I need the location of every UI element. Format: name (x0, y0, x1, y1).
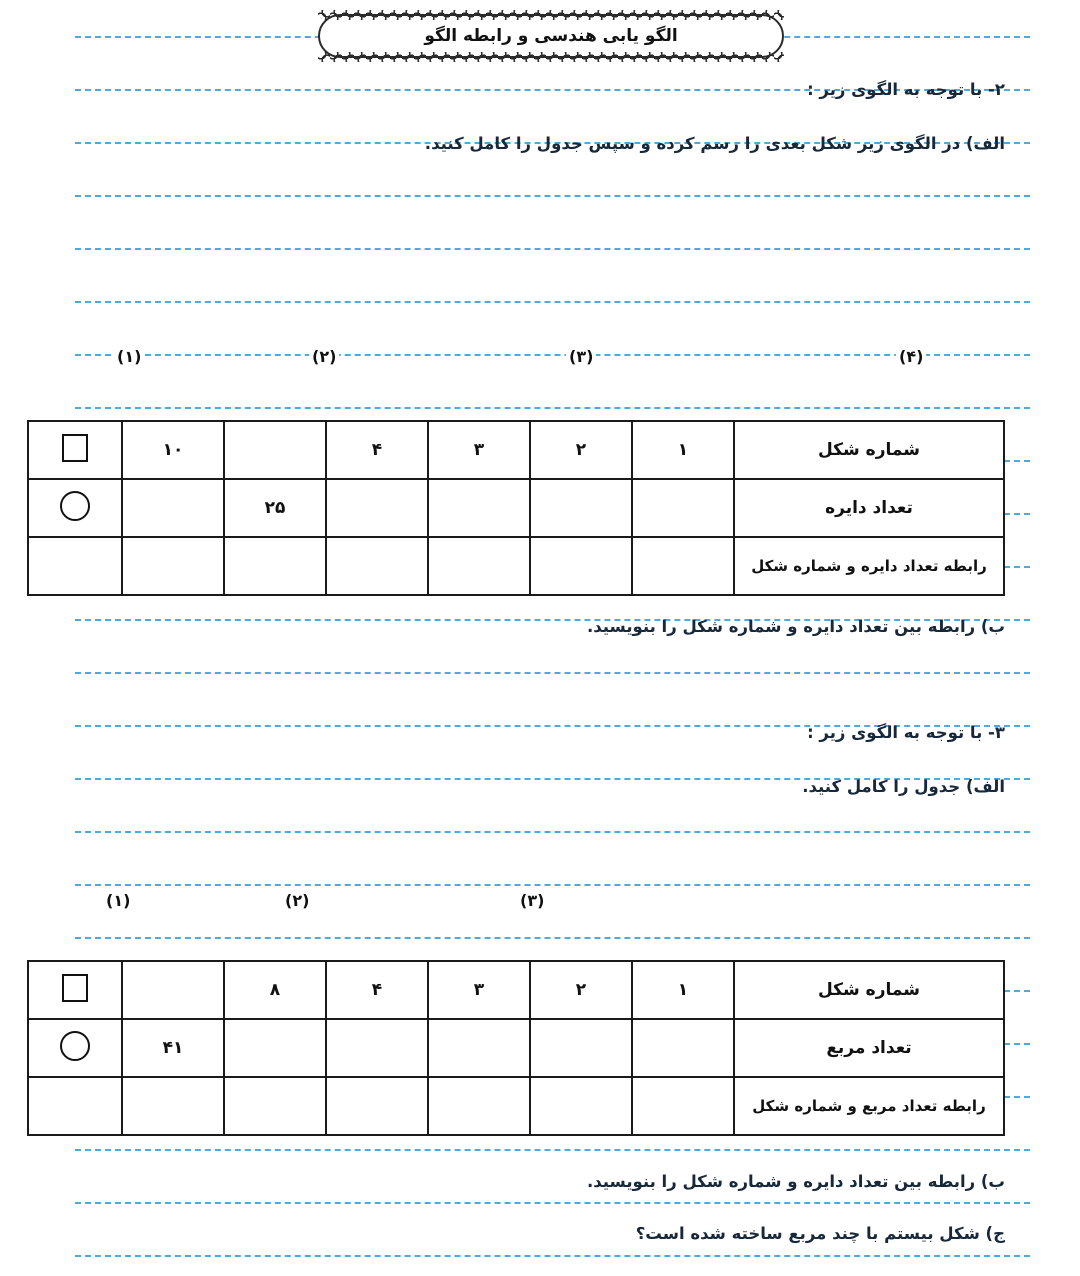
circle-marker-icon (60, 491, 90, 521)
square-table-cell-r3-c1[interactable] (632, 1077, 734, 1135)
ruled-line (75, 195, 1030, 197)
title-banner (318, 14, 784, 58)
ruled-line (75, 937, 1030, 939)
table-row (28, 421, 1004, 479)
square-table-cell-r2-c2[interactable] (530, 1019, 632, 1077)
circle-table-cell-r1-c1[interactable]: ۱ (632, 421, 734, 479)
square-table-row-header: شماره شکل (734, 961, 1004, 1019)
square-table-cell-r1-c6[interactable] (122, 961, 224, 1019)
circle-table-symbol-square-cell[interactable] (28, 421, 122, 479)
circle-table-symbol-circle-cell[interactable] (28, 479, 122, 537)
square-table-cell-r3-c3[interactable] (428, 1077, 530, 1135)
question-3-stem: ۳- با توجه به الگوی زیر : (807, 723, 1005, 742)
square-table-cell-r3-c2[interactable] (530, 1077, 632, 1135)
table-row (28, 1077, 1004, 1135)
ruled-line (75, 1202, 1030, 1204)
circle-table-cell-r2-c2[interactable] (530, 479, 632, 537)
question-2-part-a: الف) در الگوی زیر شکل بعدی را رسم کرده و سپس جدول را کامل کنید. (424, 134, 1005, 153)
circle-table-row-header: شماره شکل (734, 421, 1004, 479)
circle-table-cell-r2-c5[interactable]: ۲۵ (224, 479, 326, 537)
square-table-cell-r2-c3[interactable] (428, 1019, 530, 1077)
circle-table-cell-r1-c3[interactable]: ۳ (428, 421, 530, 479)
table-row (28, 537, 1004, 595)
square-table-cell-r1-c2[interactable]: ۲ (530, 961, 632, 1019)
circle-table-row-header: رابطه تعداد دایره و شماره شکل (734, 537, 1004, 595)
question-2-stem: ۲- با توجه به الگوی زیر : (807, 80, 1005, 99)
circle-table-cell-r2-c6[interactable] (122, 479, 224, 537)
square-pattern-table[interactable] (27, 960, 1005, 1136)
ruled-line (75, 248, 1030, 250)
square-marker-icon (62, 974, 88, 1002)
square-table-cell-r3-c4[interactable] (326, 1077, 428, 1135)
circle-table-cell-r3-c2[interactable] (530, 537, 632, 595)
table-row (28, 479, 1004, 537)
question-2-part-b: ب) رابطه بین تعداد دایره و شماره شکل را بنویسید. (587, 617, 1005, 636)
square-table-cell-r2-c4[interactable] (326, 1019, 428, 1077)
square-table-cell-r1-c3[interactable]: ۳ (428, 961, 530, 1019)
figure-label: (۲) (309, 347, 339, 366)
square-table-symbol-circle-cell[interactable] (28, 1019, 122, 1077)
ruled-line (75, 884, 1030, 886)
ruled-line (75, 672, 1030, 674)
square-table-symbol-blank-cell[interactable] (28, 1077, 122, 1135)
figure-label: (۱) (114, 347, 144, 366)
circle-pattern-table[interactable] (27, 420, 1005, 596)
ruled-line (75, 831, 1030, 833)
circle-table-cell-r2-c1[interactable] (632, 479, 734, 537)
title-text: الگو یابی هندسی و رابطه الگو (414, 26, 687, 46)
square-table-cell-r2-c6[interactable]: ۴۱ (122, 1019, 224, 1077)
figure-label: (۳) (566, 347, 596, 366)
circle-table-cell-r3-c5[interactable] (224, 537, 326, 595)
circle-table-cell-r2-c3[interactable] (428, 479, 530, 537)
ruled-line (75, 1149, 1030, 1151)
square-table-row-header: رابطه تعداد مربع و شماره شکل (734, 1077, 1004, 1135)
square-table-cell-r2-c1[interactable] (632, 1019, 734, 1077)
circle-table-cell-r2-c4[interactable] (326, 479, 428, 537)
circle-table-cell-r3-c6[interactable] (122, 537, 224, 595)
ruled-line (75, 1255, 1030, 1257)
question-3-part-b: ب) رابطه بین تعداد دایره و شماره شکل را بنویسید. (587, 1172, 1005, 1191)
circle-table-cell-r3-c3[interactable] (428, 537, 530, 595)
question-3-part-a: الف) جدول را کامل کنید. (802, 777, 1005, 796)
ruled-line (75, 354, 1030, 356)
square-table-row-header: تعداد مربع (734, 1019, 1004, 1077)
circle-table-symbol-blank-cell[interactable] (28, 537, 122, 595)
figure-label: (۲) (282, 891, 312, 910)
table-row (28, 961, 1004, 1019)
ruled-line (75, 407, 1030, 409)
square-table-cell-r1-c1[interactable]: ۱ (632, 961, 734, 1019)
ruled-line (75, 301, 1030, 303)
circle-table-cell-r3-c1[interactable] (632, 537, 734, 595)
table-row (28, 1019, 1004, 1077)
circle-table-cell-r1-c5[interactable] (224, 421, 326, 479)
square-table-cell-r3-c5[interactable] (224, 1077, 326, 1135)
square-table-cell-r3-c6[interactable] (122, 1077, 224, 1135)
circle-table-cell-r1-c2[interactable]: ۲ (530, 421, 632, 479)
figure-label: (۳) (517, 891, 547, 910)
square-marker-icon (62, 434, 88, 462)
circle-table-cell-r1-c6[interactable]: ۱۰ (122, 421, 224, 479)
circle-table-cell-r3-c4[interactable] (326, 537, 428, 595)
figure-label: (۱) (103, 891, 133, 910)
circle-table-row-header: تعداد دایره (734, 479, 1004, 537)
square-table-cell-r2-c5[interactable] (224, 1019, 326, 1077)
square-table-cell-r1-c5[interactable]: ۸ (224, 961, 326, 1019)
circle-table-cell-r1-c4[interactable]: ۴ (326, 421, 428, 479)
square-table-cell-r1-c4[interactable]: ۴ (326, 961, 428, 1019)
square-table-symbol-square-cell[interactable] (28, 961, 122, 1019)
question-3-part-c: ج) شکل بیستم با چند مربع ساخته شده است؟ (635, 1224, 1005, 1243)
worksheet-title (318, 14, 784, 58)
figure-label: (۴) (896, 347, 926, 366)
circle-marker-icon (60, 1031, 90, 1061)
